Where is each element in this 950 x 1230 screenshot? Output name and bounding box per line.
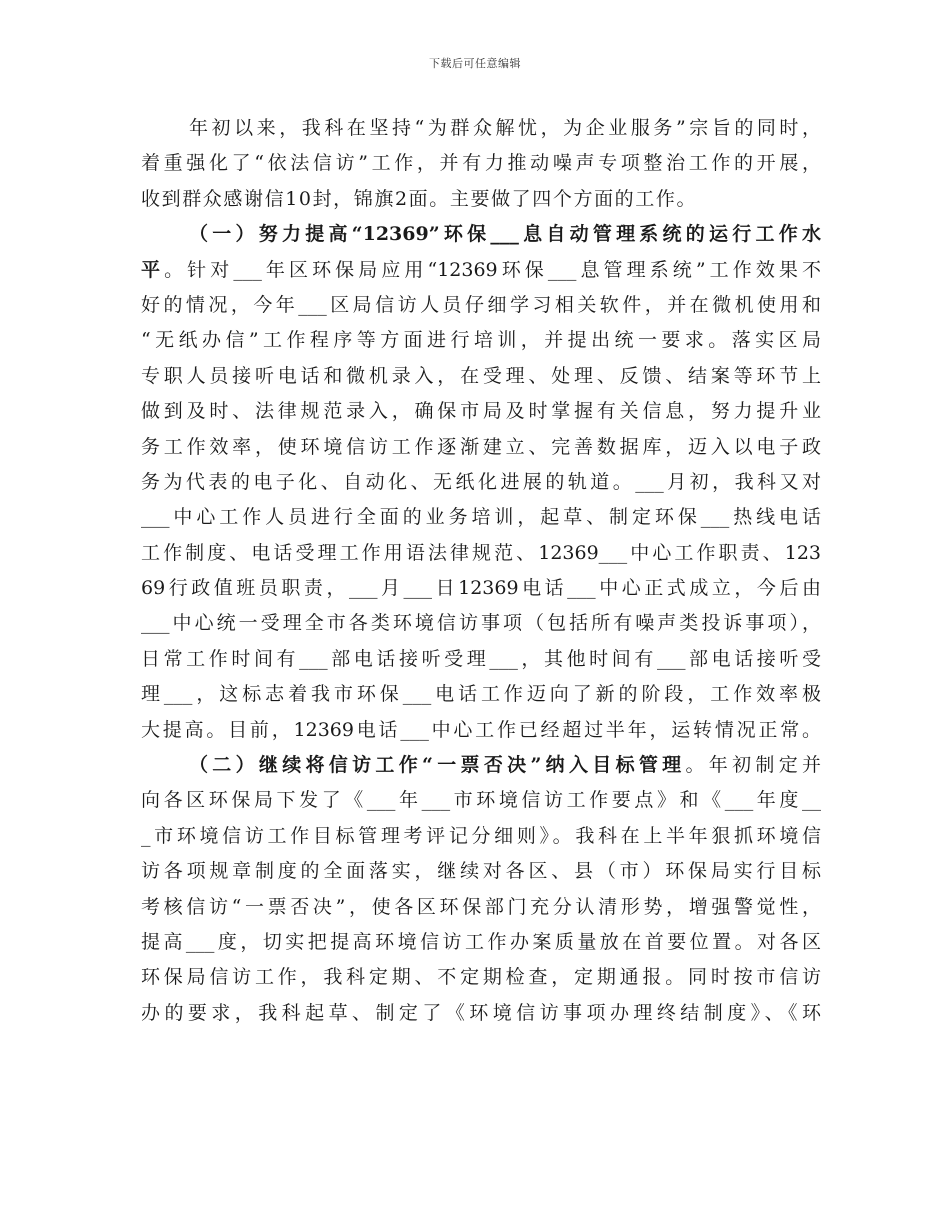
text-line — [141, 925, 821, 960]
bold-heading-text: （二）继续将信访工作“一票否决”纳入目标管理 — [189, 754, 686, 777]
bold-heading-text: （一）努力提高“12369”环保___息自动管理系统的运行工作水 — [189, 223, 821, 246]
text-line — [141, 536, 821, 571]
text-line — [141, 783, 821, 818]
body-text: 务为代表的电子化、自动化、无纸化进展的轨道。___月初，我科又对 — [141, 470, 821, 493]
body-text: 提高___度，切实把提高环境信访工作办案质量放在首要位置。对各区 — [141, 930, 821, 953]
text-line — [141, 890, 821, 925]
text-line — [141, 111, 821, 146]
text-line — [141, 713, 821, 748]
body-text: 年初以来，我科在坚持“为群众解忧，为企业服务”宗旨的同时， — [189, 117, 821, 139]
body-text: 着重强化了“依法信访”工作，并有力推动噪声专项整治工作的开展， — [141, 152, 821, 175]
body-text: 环保局信访工作，我科定期、不定期检查，定期通报。同时按市信访 — [141, 966, 821, 989]
text-line — [141, 960, 821, 995]
body-text: 收到群众感谢信10封，锦旗2面。主要做了四个方面的工作。 — [141, 187, 698, 210]
body-text: ___中心统一受理全市各类环境信访事项（包括所有噪声类投诉事项）， — [141, 612, 821, 635]
body-text: 理___，这标志着我市环保___电话工作迈向了新的阶段，工作效率极 — [141, 683, 821, 706]
bold-heading-text: 平 — [141, 258, 165, 281]
page-header: 下载后可任意编辑 — [429, 57, 521, 70]
text-line — [141, 996, 821, 1031]
text-line — [141, 571, 821, 606]
text-line — [141, 288, 821, 323]
text-line — [141, 394, 821, 429]
text-line — [141, 854, 821, 889]
body-text: 做到及时、法律规范录入，确保市局及时掌握有关信息，努力提升业 — [141, 400, 821, 423]
body-text: “无纸办信”工作程序等方面进行培训，并提出统一要求。落实区局 — [141, 329, 821, 352]
body-text: 工作制度、电话受理工作用语法律规范、12369___中心工作职责、123 — [141, 541, 821, 564]
body-text: 务工作效率，使环境信访工作逐渐建立、完善数据库，迈入以电子政 — [141, 435, 821, 458]
document-body — [141, 111, 821, 1031]
text-line — [141, 819, 821, 854]
text-line — [141, 253, 821, 288]
text-line — [141, 642, 821, 677]
text-line — [141, 359, 821, 394]
text-line — [141, 217, 821, 252]
body-text: _市环境信访工作目标管理考评记分细则》。我科在上半年狠抓环境信 — [141, 824, 821, 847]
body-text: 办的要求，我科起草、制定了《环境信访事项办理终结制度》、《环 — [141, 1001, 821, 1024]
body-text: 考核信访“一票否决”，使各区环保部门充分认清形势，增强警觉性， — [141, 895, 821, 918]
body-text: 。针对___年区环保局应用“12369环保___息管理系统”工作效果不 — [164, 258, 821, 281]
body-text: 。年初制定并 — [685, 754, 821, 777]
body-text: 日常工作时间有___部电话接听受理___，其他时间有___部电话接听受 — [141, 647, 821, 670]
body-text: 访各项规章制度的全面落实，继续对各区、县（市）环保局实行目标 — [141, 860, 821, 883]
text-line — [141, 146, 821, 181]
text-line — [141, 430, 821, 465]
text-line — [141, 465, 821, 500]
body-text: ___中心工作人员进行全面的业务培训，起草、制定环保___热线电话 — [141, 506, 821, 529]
text-line — [141, 323, 821, 358]
body-text: 69行政值班员职责，___月___日12369电话___中心正式成立，今后由 — [141, 577, 821, 600]
body-text: 好的情况，今年___区局信访人员仔细学习相关软件，并在微机使用和 — [141, 293, 821, 316]
text-line — [141, 182, 821, 217]
body-text: 专职人员接听电话和微机录入，在受理、处理、反馈、结案等环节上 — [141, 364, 821, 387]
text-line — [141, 606, 821, 641]
text-line — [141, 677, 821, 712]
body-text: 大提高。目前，12369电话___中心工作已经超过半年，运转情况正常。 — [141, 718, 821, 741]
body-text: 向各区环保局下发了《___年___市环境信访工作要点》和《___年度__ — [141, 789, 821, 812]
text-line — [141, 500, 821, 535]
text-line — [141, 748, 821, 783]
